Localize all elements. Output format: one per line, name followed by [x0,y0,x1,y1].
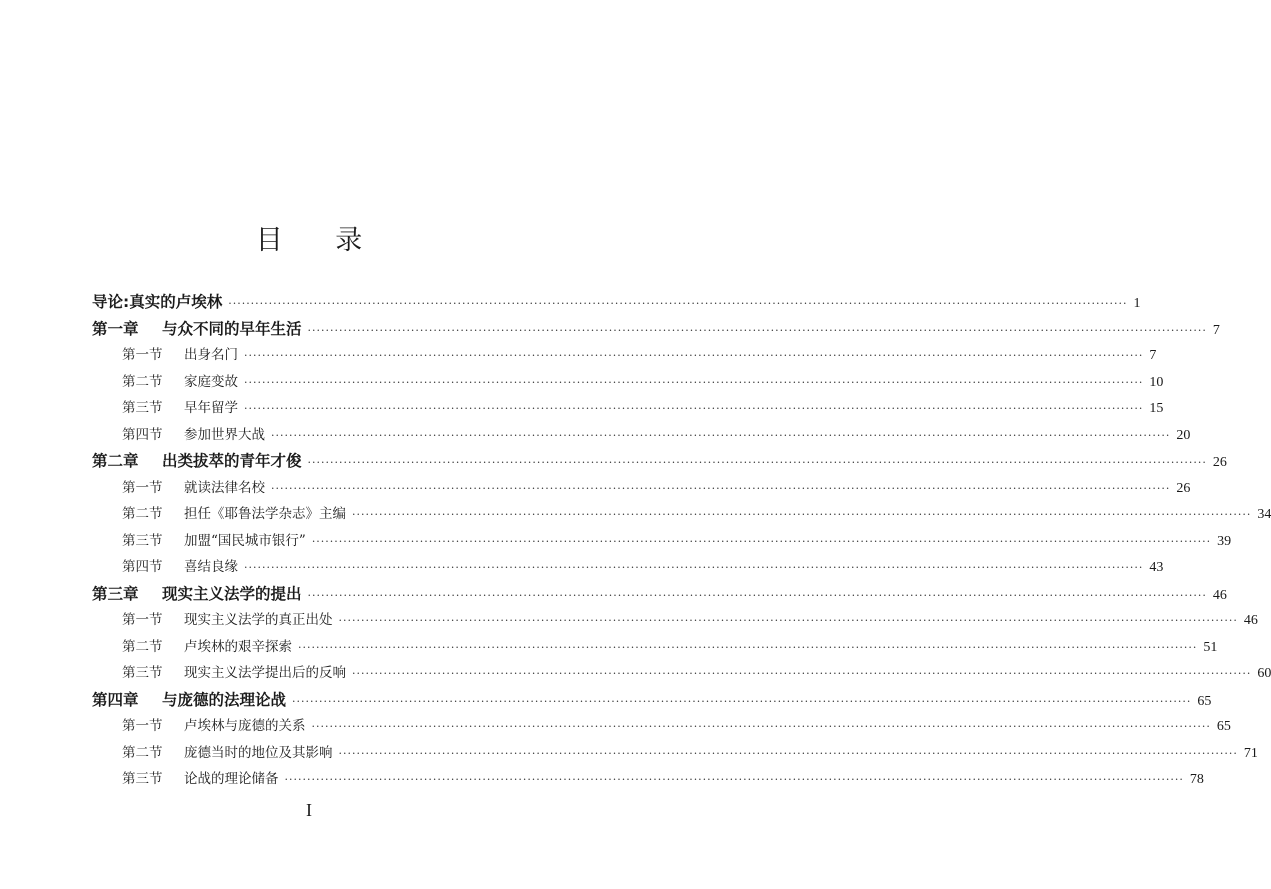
toc-entry-number: 第三章 [92,584,139,603]
toc-entry-number: 第二节 [122,373,163,390]
toc-entry-number: 第一节 [122,718,163,734]
toc-entry-title: 现实主义法学的真正出处 [184,612,333,628]
dot-leader: ········································································································································································································ [244,402,1144,415]
toc-entry-number: 第一节 [122,347,163,363]
dot-leader: ········································································································································································································ [307,323,1207,337]
dot-leader: ········································································································································································································ [244,375,1144,389]
toc-entry-label [122,343,238,367]
page-number: I [306,800,312,820]
dot-leader: ········································································································································································································ [271,481,1171,495]
toc-section-entry[interactable] [122,635,1218,659]
toc-entry-title: 加盟“国民城市银行” [184,532,306,549]
toc-section-entry[interactable] [122,661,1271,685]
toc-page-number: 51 [1203,639,1218,655]
toc-entry-title: 参加世界大战 [184,426,265,443]
toc-entry-label [122,476,265,500]
toc-page-number: 26 [1176,480,1191,496]
toc-page-number: 46 [1243,613,1258,628]
toc-page-number: 65 [1197,693,1212,709]
toc-entry-label [122,370,238,394]
toc-entry-title: 现实主义法学提出后的反响 [184,665,346,681]
toc-chapter-entry[interactable] [92,317,1220,341]
toc-entry-number: 第一节 [122,479,163,496]
toc-entry-label [122,767,279,791]
toc-entry-number: 第三节 [122,400,163,416]
toc-page-number: 7 [1212,322,1220,338]
toc-entry-title: 与众不同的早年生活 [162,319,302,338]
toc-page-number: 46 [1212,587,1227,603]
toc-entry-number: 第四节 [122,559,163,575]
dot-leader: ········································································································································································································ [352,667,1252,680]
page-title: 目 录 [255,225,385,256]
toc-section-entry[interactable] [122,529,1232,553]
toc-entry-label [122,741,333,765]
toc-entry-label [122,396,238,420]
dot-leader: ········································································································································································································ [307,588,1207,602]
dot-leader: ········································································································································································································ [352,508,1252,521]
dot-leader: ········································································································································································································ [244,561,1144,574]
toc-section-entry[interactable] [122,343,1157,367]
dot-leader: ········································································································································································································ [298,640,1198,654]
toc-entry-label [122,661,346,685]
toc-entry-label [92,290,222,314]
toc-entry-label [122,555,238,579]
toc-entry-label [122,635,292,659]
toc-entry-title: 与庞德的法理论战 [162,690,287,709]
toc-section-entry[interactable] [122,767,1204,791]
toc-entry-title: 出身名门 [184,347,238,363]
toc-page-number: 10 [1149,374,1164,390]
toc-section-entry[interactable] [122,476,1191,500]
toc-page-number: 20 [1176,427,1191,443]
toc-page-number: 7 [1149,348,1157,363]
toc-entry-number: 第三节 [122,771,163,787]
dot-leader: ········································································································································································································ [338,746,1238,760]
toc-section-entry[interactable] [122,502,1271,526]
toc-entry-label [92,582,302,606]
toc-page-number: 43 [1149,560,1164,575]
toc-entry-number: 第二节 [122,506,163,522]
toc-page-number: 15 [1149,401,1164,416]
dot-leader: ········································································································································································································ [338,614,1238,627]
toc-entry-title: 就读法律名校 [184,479,265,496]
toc-entry-label [122,608,333,632]
dot-leader: ········································································································································································································ [307,456,1207,469]
toc-page-number: 60 [1257,666,1271,681]
toc-entry-title: 出类拔萃的青年才俊 [162,452,302,470]
toc-entry-number: 第三节 [122,665,163,681]
toc-section-entry[interactable] [122,555,1164,579]
toc-entry-number: 第一节 [122,612,163,628]
toc-entry-number: 第二章 [92,452,139,470]
toc-section-entry[interactable] [122,714,1231,738]
toc-entry-title: 喜结良缘 [184,559,238,575]
dot-leader: ········································································································································································································ [311,720,1211,733]
toc-entry-title: 论战的理论储备 [184,771,279,787]
toc-section-entry[interactable] [122,608,1258,632]
dot-leader: ········································································································································································································ [271,428,1171,442]
toc-entry-title: 庞德当时的地位及其影响 [184,744,333,761]
toc-section-entry[interactable] [122,396,1164,420]
toc-section-entry[interactable] [122,370,1164,394]
toc-page-number: 1 [1133,296,1141,311]
toc-entry-title: 早年留学 [184,400,238,416]
toc-entry-title: 导论:真实的卢埃林 [92,293,223,311]
toc-entry-number: 第二节 [122,744,163,761]
dot-leader: ········································································································································································································ [284,773,1184,786]
toc-entry-number: 第四节 [122,426,163,443]
toc-entry-number: 第一章 [92,319,139,338]
toc-entry-title: 卢埃林与庞德的关系 [184,718,306,734]
dot-leader: ········································································································································································································ [311,534,1212,548]
toc-page-number: 78 [1189,772,1204,787]
toc-page-number: 71 [1243,745,1258,761]
toc-entry-title: 现实主义法学的提出 [162,584,302,603]
toc-entry-label [92,688,286,712]
toc-page-number: 26 [1212,455,1227,470]
toc-entry-label [92,449,302,473]
toc-entry-label [122,529,306,553]
toc-chapter-entry[interactable] [92,449,1227,473]
toc-entry-label [122,502,346,526]
toc-page-number: 65 [1216,719,1231,734]
toc-chapter-entry[interactable] [92,688,1212,712]
toc-entry-title: 担任《耶鲁法学杂志》主编 [184,506,346,522]
toc-page-number: 39 [1217,533,1232,549]
toc-section-entry[interactable] [122,741,1258,765]
toc-entry-label [92,317,302,341]
dot-leader: ········································································································································································································ [244,349,1144,362]
toc-chapter-entry[interactable] [92,290,1141,314]
toc-entry-number: 第二节 [122,638,163,655]
dot-leader: ········································································································································································································ [228,297,1128,310]
toc-chapter-entry[interactable] [92,582,1227,606]
toc-entry-number: 第三节 [122,532,163,549]
toc-entry-label [122,423,265,447]
toc-entry-number: 第四章 [92,690,139,709]
toc-entry-label [122,714,306,738]
toc-entry-title: 家庭变故 [184,373,238,390]
toc-page-number: 34 [1257,507,1271,522]
dot-leader: ········································································································································································································ [292,694,1192,708]
toc-entry-title: 卢埃林的艰辛探索 [184,638,292,655]
toc-section-entry[interactable] [122,423,1191,447]
